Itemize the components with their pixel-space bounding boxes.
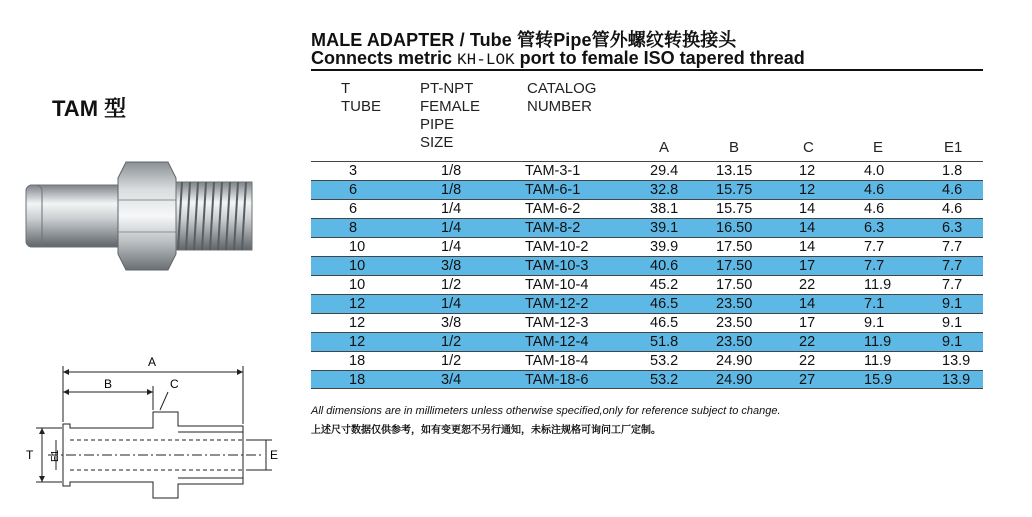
dim-label-a: A [148, 355, 157, 369]
cell-c: 14 [799, 239, 816, 255]
cell-b: 23.50 [716, 334, 753, 350]
cell-e: 4.6 [864, 182, 885, 198]
cell-t: 3 [349, 163, 358, 179]
cell-pipe: 3/8 [441, 315, 462, 331]
cell-c: 27 [799, 372, 816, 388]
dim-label-e1: E1 [50, 449, 61, 462]
cell-a: 39.9 [650, 239, 679, 255]
cell-b: 15.75 [716, 182, 753, 198]
cell-b: 16.50 [716, 220, 753, 236]
cell-c: 17 [799, 315, 816, 331]
cell-t: 12 [349, 334, 366, 350]
cell-b: 23.50 [716, 315, 753, 331]
cell-b: 17.50 [716, 258, 753, 274]
cell-e: 7.7 [864, 258, 885, 274]
cell-a: 46.5 [650, 315, 679, 331]
cell-catalog: TAM-12-3 [525, 315, 589, 331]
cell-a: 53.2 [650, 372, 679, 388]
product-title: MALE ADAPTER / Tube 管转Pipe管外螺纹转换接头 [311, 30, 737, 50]
cell-e1: 7.7 [942, 277, 963, 293]
header-e1: E1 [944, 139, 963, 156]
cell-b: 23.50 [716, 296, 753, 312]
header-b: B [729, 139, 740, 156]
cell-e1: 7.7 [942, 239, 963, 255]
product-photo [18, 140, 268, 290]
cell-a: 29.4 [650, 163, 679, 179]
cell-b: 13.15 [716, 163, 753, 179]
cell-t: 10 [349, 277, 366, 293]
cell-e: 11.9 [864, 277, 892, 293]
cell-catalog: TAM-10-3 [525, 258, 589, 274]
table-row [311, 370, 983, 389]
dim-label-b: B [104, 377, 113, 391]
header-a: A [659, 139, 670, 156]
cell-t: 6 [349, 201, 358, 217]
cell-catalog: TAM-18-4 [525, 353, 589, 369]
table-row [311, 275, 983, 294]
cell-pipe: 1/2 [441, 334, 462, 350]
cell-e1: 4.6 [942, 201, 963, 217]
cell-b: 17.50 [716, 239, 753, 255]
cell-a: 46.5 [650, 296, 679, 312]
cell-catalog: TAM-6-1 [525, 182, 581, 198]
cell-catalog: TAM-3-1 [525, 163, 581, 179]
table-row [311, 218, 983, 237]
cell-catalog: TAM-6-2 [525, 201, 581, 217]
cell-c: 22 [799, 277, 816, 293]
cell-e: 9.1 [864, 315, 885, 331]
title-rule [311, 69, 983, 71]
cell-a: 51.8 [650, 334, 679, 350]
table-row [311, 161, 983, 180]
cell-catalog: TAM-10-2 [525, 239, 589, 255]
cell-catalog: TAM-18-6 [525, 372, 589, 388]
subtitle-port: KH-LOK [457, 51, 515, 69]
cell-pipe: 1/2 [441, 277, 462, 293]
cell-t: 6 [349, 182, 358, 198]
cell-e: 7.7 [864, 239, 885, 255]
cell-e: 4.6 [864, 201, 885, 217]
table-row [311, 332, 983, 351]
cell-pipe: 1/8 [441, 163, 462, 179]
cell-t: 12 [349, 315, 366, 331]
cell-c: 14 [799, 201, 816, 217]
cell-e: 11.9 [864, 353, 892, 369]
cell-c: 12 [799, 182, 816, 198]
cell-pipe: 3/8 [441, 258, 462, 274]
table-row [311, 180, 983, 199]
cell-t: 18 [349, 353, 366, 369]
cell-t: 10 [349, 239, 366, 255]
cell-pipe: 1/2 [441, 353, 462, 369]
table-row [311, 237, 983, 256]
cell-pipe: 1/4 [441, 239, 462, 255]
cell-b: 24.90 [716, 372, 753, 388]
cell-a: 39.1 [650, 220, 679, 236]
table-row [311, 294, 983, 313]
dim-label-t: T [26, 448, 34, 462]
cell-e: 15.9 [864, 372, 893, 388]
product-subtitle [311, 48, 805, 69]
cell-e1: 9.1 [942, 334, 963, 350]
cell-pipe: 3/4 [441, 372, 462, 388]
header-c: C [803, 139, 814, 156]
dimension-table [311, 161, 983, 389]
cell-e1: 13.9 [942, 353, 971, 369]
header-e: E [873, 139, 884, 156]
cell-c: 22 [799, 334, 816, 350]
footnote-chinese: 上述尺寸数据仅供参考，如有变更恕不另行通知，未标注规格可询问工厂定制。 [311, 425, 661, 436]
subtitle-suffix: port to female ISO tapered thread [514, 48, 805, 68]
cell-e: 11.9 [864, 334, 892, 350]
cell-pipe: 1/4 [441, 220, 462, 236]
cell-e: 4.0 [864, 163, 885, 179]
cell-catalog: TAM-8-2 [525, 220, 581, 236]
dim-label-c: C [170, 377, 179, 391]
subtitle-prefix: Connects metric [311, 48, 458, 68]
cell-c: 14 [799, 220, 816, 236]
table-row [311, 256, 983, 275]
cell-pipe: 1/8 [441, 182, 462, 198]
cell-e1: 6.3 [942, 220, 963, 236]
cell-e1: 1.8 [942, 163, 963, 179]
cell-pipe: 1/4 [441, 296, 462, 312]
cell-a: 38.1 [650, 201, 679, 217]
cell-t: 18 [349, 372, 366, 388]
cell-e1: 4.6 [942, 182, 963, 198]
footnote-english: All dimensions are in millimeters unless otherwise specified,only for reference subject to change. [311, 405, 781, 417]
cell-pipe: 1/4 [441, 201, 462, 217]
cell-t: 10 [349, 258, 366, 274]
cell-t: 12 [349, 296, 366, 312]
cell-catalog: TAM-12-4 [525, 334, 589, 350]
cell-a: 40.6 [650, 258, 679, 274]
cell-catalog: TAM-10-4 [525, 277, 589, 293]
cell-c: 12 [799, 163, 816, 179]
dim-label-e: E [270, 448, 279, 462]
table-row [311, 351, 983, 370]
table-row [311, 313, 983, 332]
cell-a: 32.8 [650, 182, 679, 198]
dimension-drawing [18, 352, 288, 512]
cell-a: 53.2 [650, 353, 679, 369]
cell-c: 22 [799, 353, 816, 369]
cell-e: 7.1 [864, 296, 885, 312]
cell-catalog: TAM-12-2 [525, 296, 589, 312]
cell-b: 15.75 [716, 201, 753, 217]
model-label: TAM 型 [52, 96, 127, 121]
table-row [311, 199, 983, 218]
cell-b: 24.90 [716, 353, 753, 369]
cell-a: 45.2 [650, 277, 679, 293]
cell-e1: 13.9 [942, 372, 971, 388]
cell-c: 14 [799, 296, 816, 312]
cell-b: 17.50 [716, 277, 753, 293]
header-pipe-size: PT-NPT FEMALE PIPE SIZE [420, 80, 481, 151]
header-tube: T TUBE [341, 80, 382, 115]
cell-c: 17 [799, 258, 816, 274]
cell-e: 6.3 [864, 220, 885, 236]
header-catalog-number: CATALOG NUMBER [527, 80, 597, 115]
cell-e1: 7.7 [942, 258, 963, 274]
cell-e1: 9.1 [942, 315, 963, 331]
cell-e1: 9.1 [942, 296, 963, 312]
cell-t: 8 [349, 220, 358, 236]
